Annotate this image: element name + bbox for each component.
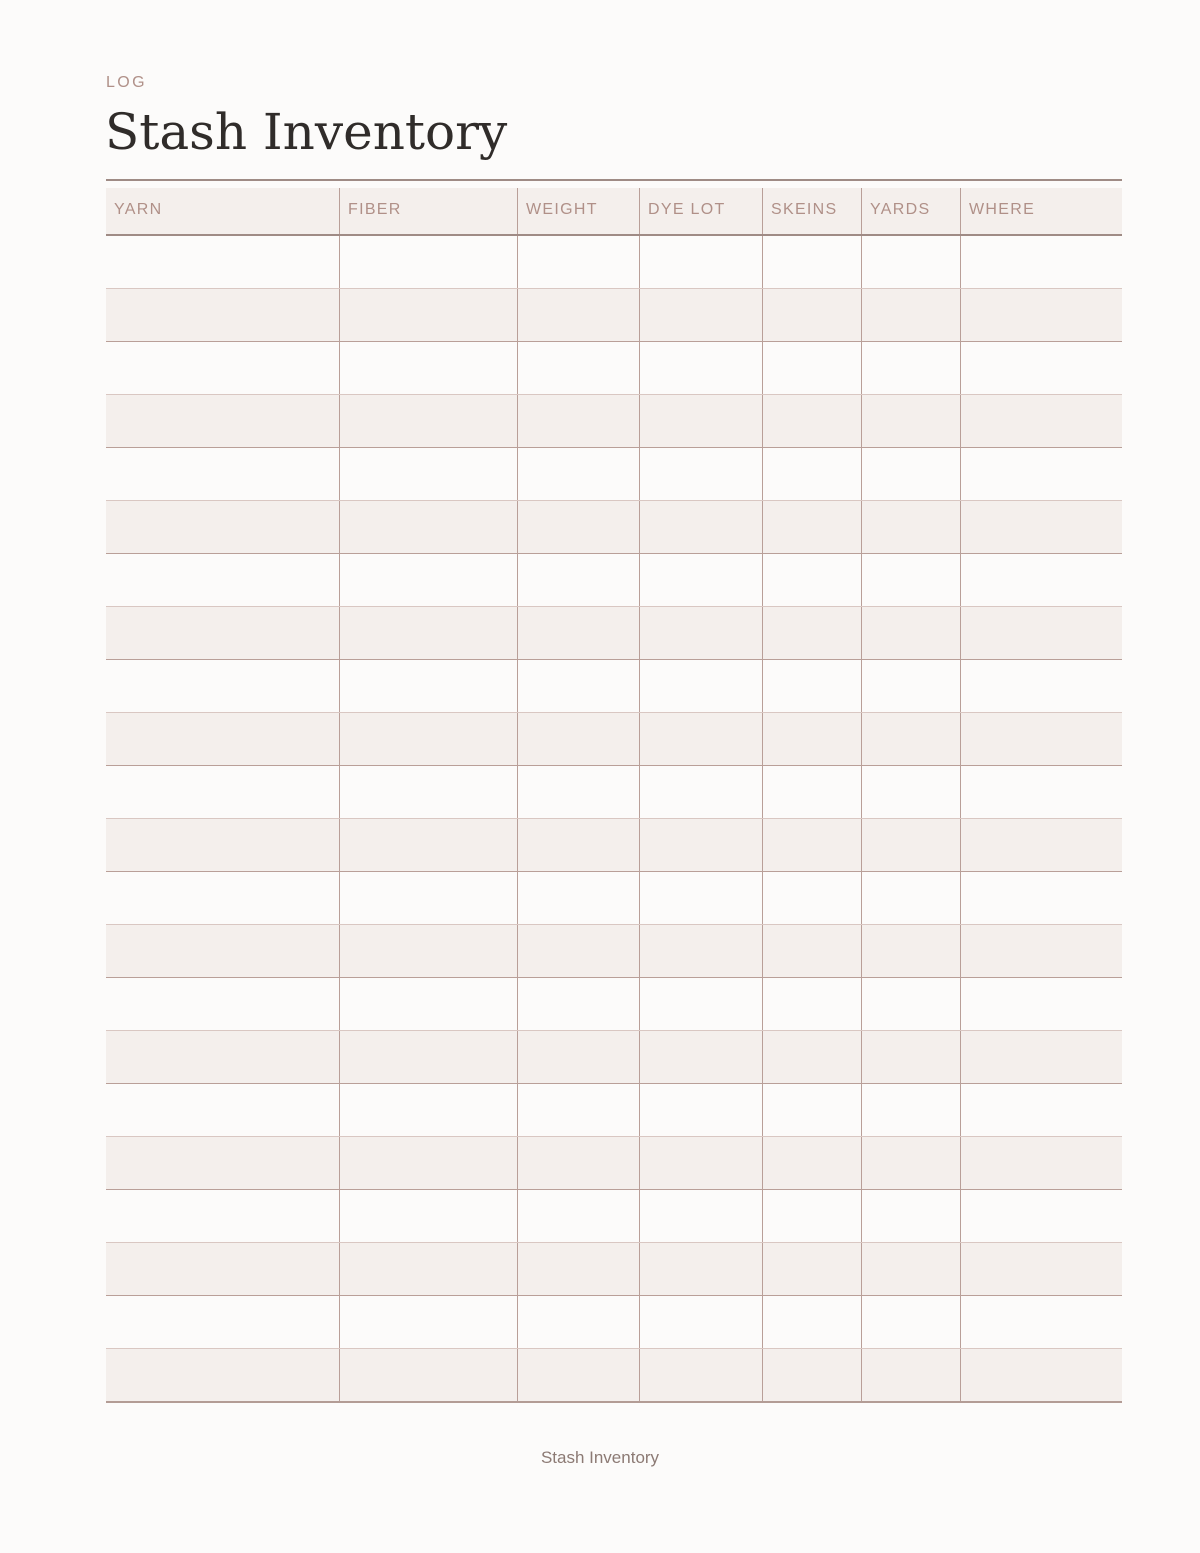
table-cell[interactable] <box>639 872 762 924</box>
table-row <box>106 978 1122 1031</box>
table-cell[interactable] <box>639 607 762 659</box>
table-cell[interactable] <box>106 1031 339 1083</box>
page-title: Stash Inventory <box>105 103 508 161</box>
table-cell[interactable] <box>339 1190 517 1242</box>
table-cell[interactable] <box>106 607 339 659</box>
table-body <box>106 236 1122 1403</box>
table-cell[interactable] <box>517 448 639 500</box>
table-cell[interactable] <box>339 1296 517 1348</box>
table-cell[interactable] <box>339 395 517 447</box>
table-cell[interactable] <box>960 660 1122 712</box>
table-cell[interactable] <box>639 1296 762 1348</box>
table-cell[interactable] <box>762 289 861 341</box>
table-cell[interactable] <box>106 1349 339 1401</box>
table-cell[interactable] <box>639 236 762 288</box>
table-row <box>106 660 1122 713</box>
table-cell[interactable] <box>762 236 861 288</box>
table-cell[interactable] <box>960 1084 1122 1136</box>
table-cell[interactable] <box>762 1031 861 1083</box>
table-cell[interactable] <box>639 1190 762 1242</box>
table-header <box>106 188 1122 236</box>
table-cell[interactable] <box>106 1137 339 1189</box>
table-cell[interactable] <box>762 1190 861 1242</box>
table-cell[interactable] <box>517 1296 639 1348</box>
table-cell[interactable] <box>762 1296 861 1348</box>
table-cell[interactable] <box>106 978 339 1030</box>
table-cell[interactable] <box>517 1137 639 1189</box>
table-cell[interactable] <box>517 1031 639 1083</box>
table-cell[interactable] <box>339 872 517 924</box>
table-cell[interactable] <box>762 660 861 712</box>
table-cell[interactable] <box>960 766 1122 818</box>
table-cell[interactable] <box>861 1031 960 1083</box>
table-row <box>106 1137 1122 1190</box>
table-cell[interactable] <box>861 1190 960 1242</box>
table-cell[interactable] <box>106 1190 339 1242</box>
table-cell[interactable] <box>960 395 1122 447</box>
table-row <box>106 236 1122 289</box>
table-cell[interactable] <box>762 925 861 977</box>
table-cell[interactable] <box>960 1296 1122 1348</box>
table-cell[interactable] <box>861 925 960 977</box>
table-cell[interactable] <box>106 1084 339 1136</box>
table-cell[interactable] <box>861 501 960 553</box>
table-cell[interactable] <box>106 713 339 765</box>
table-cell[interactable] <box>639 819 762 871</box>
table-cell[interactable] <box>762 342 861 394</box>
table-cell[interactable] <box>517 978 639 1030</box>
table-cell[interactable] <box>106 501 339 553</box>
table-cell[interactable] <box>639 1031 762 1083</box>
table-cell[interactable] <box>517 660 639 712</box>
table-cell[interactable] <box>517 236 639 288</box>
table-cell[interactable] <box>639 395 762 447</box>
table-cell[interactable] <box>517 713 639 765</box>
table-cell[interactable] <box>339 925 517 977</box>
table-cell[interactable] <box>960 1137 1122 1189</box>
table-cell[interactable] <box>960 978 1122 1030</box>
table-cell[interactable] <box>639 660 762 712</box>
table-cell[interactable] <box>106 819 339 871</box>
table-cell[interactable] <box>639 925 762 977</box>
table-cell[interactable] <box>339 1084 517 1136</box>
column-header-where: WHERE <box>960 188 1122 234</box>
table-cell[interactable] <box>861 872 960 924</box>
table-cell[interactable] <box>517 1084 639 1136</box>
table-cell[interactable] <box>517 501 639 553</box>
table-cell[interactable] <box>639 342 762 394</box>
table-row <box>106 1031 1122 1084</box>
table-row <box>106 1349 1122 1403</box>
table-cell[interactable] <box>960 1031 1122 1083</box>
table-cell[interactable] <box>762 395 861 447</box>
table-cell[interactable] <box>639 766 762 818</box>
table-cell[interactable] <box>339 660 517 712</box>
table-cell[interactable] <box>106 448 339 500</box>
table-cell[interactable] <box>960 342 1122 394</box>
table-cell[interactable] <box>517 1349 639 1401</box>
table-cell[interactable] <box>861 766 960 818</box>
table-cell[interactable] <box>106 395 339 447</box>
table-cell[interactable] <box>339 236 517 288</box>
table-cell[interactable] <box>639 1137 762 1189</box>
table-cell[interactable] <box>106 872 339 924</box>
table-cell[interactable] <box>861 236 960 288</box>
table-cell[interactable] <box>517 289 639 341</box>
table-row <box>106 395 1122 448</box>
table-cell[interactable] <box>960 289 1122 341</box>
table-row <box>106 766 1122 819</box>
table-cell[interactable] <box>960 554 1122 606</box>
table-cell[interactable] <box>339 819 517 871</box>
table-cell[interactable] <box>517 607 639 659</box>
table-row <box>106 607 1122 660</box>
table-row <box>106 819 1122 872</box>
table-cell[interactable] <box>106 1243 339 1295</box>
inventory-table <box>106 188 1122 1403</box>
table-cell[interactable] <box>106 289 339 341</box>
table-cell[interactable] <box>762 1349 861 1401</box>
table-cell[interactable] <box>106 236 339 288</box>
table-cell[interactable] <box>960 819 1122 871</box>
table-row <box>106 1243 1122 1296</box>
title-divider <box>106 179 1122 181</box>
table-cell[interactable] <box>339 1349 517 1401</box>
table-cell[interactable] <box>861 289 960 341</box>
table-cell[interactable] <box>762 766 861 818</box>
table-row <box>106 713 1122 766</box>
table-cell[interactable] <box>960 1243 1122 1295</box>
column-header-weight: WEIGHT <box>517 188 639 234</box>
table-row <box>106 554 1122 607</box>
table-cell[interactable] <box>339 978 517 1030</box>
table-cell[interactable] <box>960 448 1122 500</box>
table-row <box>106 448 1122 501</box>
table-cell[interactable] <box>762 501 861 553</box>
table-cell[interactable] <box>960 713 1122 765</box>
table-cell[interactable] <box>861 819 960 871</box>
table-cell[interactable] <box>639 1084 762 1136</box>
table-cell[interactable] <box>861 660 960 712</box>
table-row <box>106 872 1122 925</box>
table-cell[interactable] <box>861 395 960 447</box>
table-cell[interactable] <box>762 872 861 924</box>
table-cell[interactable] <box>762 713 861 765</box>
table-cell[interactable] <box>762 1137 861 1189</box>
table-cell[interactable] <box>106 554 339 606</box>
table-cell[interactable] <box>861 713 960 765</box>
table-row <box>106 289 1122 342</box>
table-cell[interactable] <box>639 1243 762 1295</box>
table-cell[interactable] <box>762 1084 861 1136</box>
table-cell[interactable] <box>861 1349 960 1401</box>
table-cell[interactable] <box>861 607 960 659</box>
column-header-skeins: SKEINS <box>762 188 861 234</box>
table-cell[interactable] <box>517 819 639 871</box>
table-row <box>106 1190 1122 1243</box>
table-cell[interactable] <box>106 342 339 394</box>
table-cell[interactable] <box>762 607 861 659</box>
table-cell[interactable] <box>861 554 960 606</box>
table-cell[interactable] <box>639 978 762 1030</box>
table-cell[interactable] <box>517 1243 639 1295</box>
table-cell[interactable] <box>762 554 861 606</box>
table-cell[interactable] <box>861 1137 960 1189</box>
table-cell[interactable] <box>339 554 517 606</box>
table-cell[interactable] <box>639 1349 762 1401</box>
table-cell[interactable] <box>339 713 517 765</box>
table-cell[interactable] <box>639 501 762 553</box>
table-cell[interactable] <box>861 978 960 1030</box>
table-cell[interactable] <box>960 1349 1122 1401</box>
column-header-yards: YARDS <box>861 188 960 234</box>
table-cell[interactable] <box>861 1084 960 1136</box>
table-cell[interactable] <box>639 713 762 765</box>
table-cell[interactable] <box>960 872 1122 924</box>
table-cell[interactable] <box>106 660 339 712</box>
table-cell[interactable] <box>517 1190 639 1242</box>
section-eyebrow: LOG <box>106 74 147 91</box>
table-cell[interactable] <box>639 554 762 606</box>
table-cell[interactable] <box>339 1031 517 1083</box>
column-header-yarn: YARN <box>114 201 163 218</box>
table-cell[interactable] <box>762 978 861 1030</box>
table-cell[interactable] <box>762 448 861 500</box>
table-cell[interactable] <box>861 342 960 394</box>
table-row <box>106 925 1122 978</box>
table-cell[interactable] <box>960 501 1122 553</box>
table-cell[interactable] <box>861 1296 960 1348</box>
table-cell[interactable] <box>517 554 639 606</box>
table-cell[interactable] <box>960 1190 1122 1242</box>
table-cell[interactable] <box>861 1243 960 1295</box>
table-cell[interactable] <box>339 501 517 553</box>
column-header-fiber: FIBER <box>339 188 517 234</box>
table-cell[interactable] <box>106 1296 339 1348</box>
table-row <box>106 1296 1122 1349</box>
table-cell[interactable] <box>339 1137 517 1189</box>
table-cell[interactable] <box>762 1243 861 1295</box>
table-cell[interactable] <box>861 448 960 500</box>
table-cell[interactable] <box>339 289 517 341</box>
table-cell[interactable] <box>339 607 517 659</box>
table-cell[interactable] <box>517 872 639 924</box>
table-cell[interactable] <box>960 236 1122 288</box>
column-header-dye-lot: DYE LOT <box>639 188 762 234</box>
table-cell[interactable] <box>339 1243 517 1295</box>
table-cell[interactable] <box>106 925 339 977</box>
table-cell[interactable] <box>339 766 517 818</box>
table-cell[interactable] <box>517 342 639 394</box>
table-row <box>106 501 1122 554</box>
table-row <box>106 342 1122 395</box>
table-cell[interactable] <box>639 448 762 500</box>
table-cell[interactable] <box>960 925 1122 977</box>
table-cell[interactable] <box>339 448 517 500</box>
table-cell[interactable] <box>339 342 517 394</box>
table-cell[interactable] <box>960 607 1122 659</box>
table-cell[interactable] <box>517 395 639 447</box>
table-cell[interactable] <box>106 766 339 818</box>
table-cell[interactable] <box>517 766 639 818</box>
footer-label: Stash Inventory <box>540 1448 660 1467</box>
table-cell[interactable] <box>639 289 762 341</box>
table-cell[interactable] <box>762 819 861 871</box>
table-cell[interactable] <box>517 925 639 977</box>
table-row <box>106 1084 1122 1137</box>
